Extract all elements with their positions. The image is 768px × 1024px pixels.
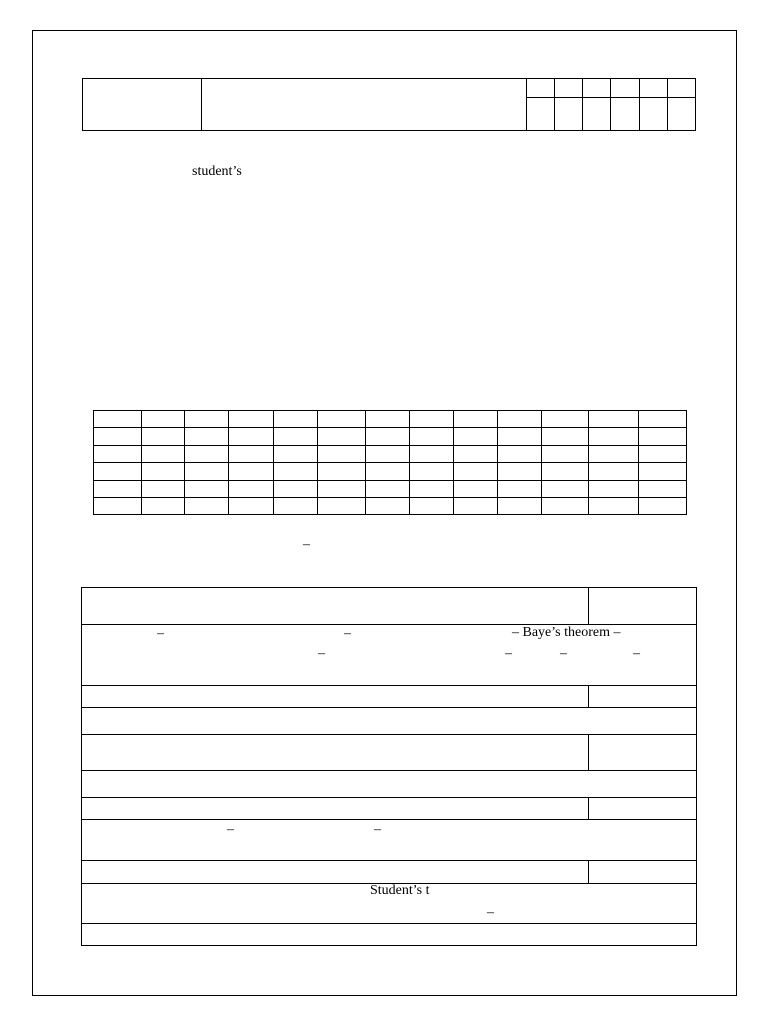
grid-cell [365,446,409,463]
grid-cell [365,428,409,446]
grid-cell [94,446,142,463]
grid-cell [638,498,686,515]
header-box [667,79,695,98]
header-box [555,79,583,98]
grid-cell [498,428,541,446]
grid-row [94,446,687,463]
grid-cell [541,446,588,463]
row2-dash-f: – [633,646,640,661]
header-cell-center [202,79,527,131]
grid-cell [588,446,638,463]
grid-cell [317,463,365,481]
answer-row-11 [82,924,697,946]
grid-cell [588,411,638,428]
grid-cell [229,463,273,481]
grid-cell [365,498,409,515]
grid-cell [410,463,454,481]
grid-cell [638,481,686,498]
answer-row-5-side [589,735,697,771]
grid-row [94,481,687,498]
grid-cell [229,446,273,463]
grid-cell [94,498,142,515]
grid-cell [317,481,365,498]
grid-cell [229,428,273,446]
answer-row-6 [82,771,697,798]
grid-table [93,410,687,515]
grid-cell [94,481,142,498]
answer-row-9-main [82,861,589,884]
grid-cell [317,428,365,446]
grid-cell [454,428,498,446]
grid-cell [638,446,686,463]
grid-cell [454,411,498,428]
header-box [611,79,639,98]
grid-cell [317,446,365,463]
row2-dash-b: – [344,626,351,641]
grid-cell [273,481,317,498]
grid-cell [410,481,454,498]
grid-cell [498,446,541,463]
grid-cell [365,481,409,498]
grid-row [94,411,687,428]
bayes-theorem-text: – Baye’s theorem – [512,625,621,640]
grid-cell [638,428,686,446]
answer-row-1-side [589,588,697,625]
grid-cell [588,481,638,498]
grid-row [94,463,687,481]
row8-dash-b: – [374,822,381,837]
answer-row-9-side [589,861,697,884]
grid-cell [273,498,317,515]
grid-cell [94,463,142,481]
header-box [527,98,555,131]
grid-cell [273,411,317,428]
header-box [583,98,611,131]
header-cell-left [83,79,202,131]
grid-cell [365,411,409,428]
grid-cell [185,498,229,515]
grid-cell [541,411,588,428]
grid-cell [454,463,498,481]
grid-cell [317,498,365,515]
header-box [639,79,667,98]
grid-cell [454,446,498,463]
grid-cell [498,463,541,481]
grid-cell [498,498,541,515]
header-box [527,79,555,98]
row2-dash-d: – [505,646,512,661]
grid-cell [638,463,686,481]
grid-cell [229,481,273,498]
grid-cell [498,481,541,498]
answer-row-5-main [82,735,589,771]
grid-cell [365,463,409,481]
row2-dash-c: – [318,646,325,661]
row2-dash-e: – [560,646,567,661]
grid-cell [588,428,638,446]
grid-cell [410,411,454,428]
grid-cell [410,498,454,515]
header-box [667,98,695,131]
grid-cell [410,446,454,463]
grid-cell [229,411,273,428]
grid-cell [454,498,498,515]
grid-cell [541,428,588,446]
answer-row-7-main [82,798,589,820]
answer-row-3-side [589,686,697,708]
header-box [583,79,611,98]
student-label: student’s [192,164,242,179]
grid-cell [317,411,365,428]
grid-cell [94,428,142,446]
row2-dash-a: – [157,626,164,641]
grid-cell [185,446,229,463]
grid-cell [454,481,498,498]
grid-cell [273,446,317,463]
header-box [555,98,583,131]
grid-cell [541,463,588,481]
student-t-heading: Student’s t [370,883,430,898]
grid-cell [185,411,229,428]
answer-row-3-main [82,686,589,708]
grid-row [94,498,687,515]
grid-cell [142,446,185,463]
answer-row-4 [82,708,697,735]
answer-row-1-main [82,588,589,625]
grid-cell [185,463,229,481]
grid-cell [638,411,686,428]
grid-cell [588,463,638,481]
grid-cell [588,498,638,515]
grid-cell [498,411,541,428]
header-box [611,98,639,131]
grid-cell [229,498,273,515]
grid-cell [410,428,454,446]
grid-cell [541,481,588,498]
grid-cell [185,481,229,498]
grid-cell [142,481,185,498]
row8-dash-a: – [227,822,234,837]
grid-cell [273,463,317,481]
answer-row-8 [82,820,697,861]
header-table [82,78,696,131]
mid-dash: – [303,537,310,552]
grid-cell [273,428,317,446]
row10-dash: – [487,905,494,920]
grid-cell [94,411,142,428]
grid-cell [142,498,185,515]
grid-cell [541,498,588,515]
grid-row [94,428,687,446]
answer-row-7-side [589,798,697,820]
grid-cell [142,411,185,428]
grid-cell [142,463,185,481]
grid-cell [142,428,185,446]
grid-cell [185,428,229,446]
header-box [639,98,667,131]
